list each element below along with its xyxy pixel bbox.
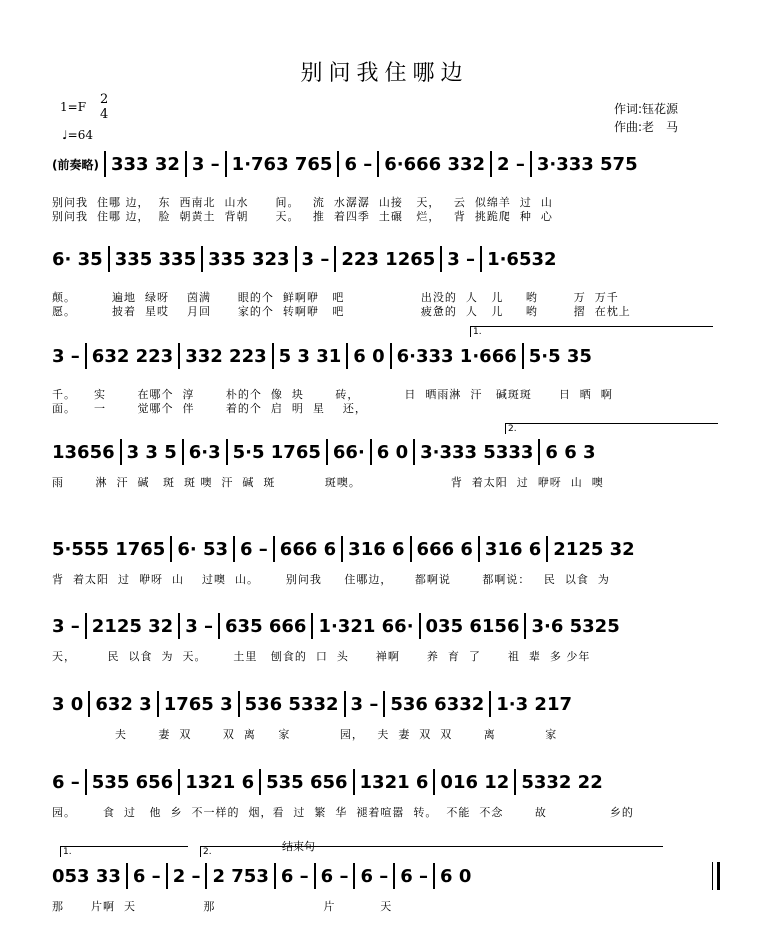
measure: 66· (332, 441, 365, 463)
barline (353, 769, 355, 795)
notation-line (52, 862, 720, 890)
measure: 5·5 1765 (232, 441, 321, 463)
measure: 332 223 (185, 345, 267, 367)
measure: 3 – (191, 153, 220, 175)
measure: 053 33 (52, 865, 121, 887)
measure: 2125 32 (91, 615, 174, 637)
lyricist: 作词:钰花源 (614, 102, 679, 116)
barline (205, 863, 207, 889)
measure: 536 6332 (390, 693, 485, 715)
measure: 6 – (280, 865, 309, 887)
ending-label: 结束句 (282, 840, 315, 853)
barline (413, 439, 415, 465)
composer: 作曲:老 马 (614, 120, 679, 134)
measure: 1·321 66· (318, 615, 414, 637)
measure: 3 – (350, 693, 379, 715)
measure: 2 753 (212, 865, 269, 887)
measure: 6 0 (440, 865, 472, 887)
barline (157, 691, 159, 717)
measure: 6· 35 (52, 248, 103, 270)
measure: 632 223 (91, 345, 174, 367)
score-system (52, 690, 720, 750)
barline (522, 343, 524, 369)
barline (226, 439, 228, 465)
notation-line (52, 535, 720, 563)
barline (120, 439, 122, 465)
volta-2-bracket: 2. (505, 423, 718, 434)
score-system (52, 862, 720, 922)
lyrics-line-1: 背 着太阳 过 咿呀 山 过噢 山。 别问我 住哪边， 都啊说 都啊说： 民 以食 为 (52, 573, 610, 586)
barline (433, 863, 435, 889)
volta-1-bracket: 1. (470, 326, 713, 337)
measure: 6 – (320, 865, 349, 887)
measure: 3·6 5325 (531, 615, 620, 637)
notation-line (52, 438, 720, 466)
barline (178, 769, 180, 795)
measure: 1·6532 (487, 248, 557, 270)
barline (88, 691, 90, 717)
barline (126, 863, 128, 889)
measure: 666 6 (416, 538, 473, 560)
song-title: 别问我住哪边 (300, 61, 469, 86)
notation-line (52, 245, 720, 273)
measure: 5·5 35 (528, 345, 592, 367)
barline (334, 246, 336, 272)
barline (337, 151, 339, 177)
barline (530, 151, 532, 177)
measure: 6 – (52, 771, 80, 793)
barline (538, 439, 540, 465)
measure: 6 – (344, 153, 373, 175)
barline (419, 613, 421, 639)
notation-line (52, 612, 720, 640)
barline (311, 613, 313, 639)
barline (514, 769, 516, 795)
measure: 333 32 (110, 153, 180, 175)
final-barline (712, 862, 720, 890)
lyrics-line-2: 面。 一 觉哪个 伴 着的个 启 明 星 还， (52, 402, 367, 415)
lyrics-line-1: 千。 实 在哪个 淳 朴的个 像 块 砖， 日 晒雨淋 汗 碱斑斑 日 晒 啊 (52, 388, 613, 401)
barline (182, 439, 184, 465)
notation-line (52, 342, 720, 370)
barline (295, 246, 297, 272)
measure: 3 0 (52, 693, 84, 715)
barline (353, 863, 355, 889)
barline (104, 151, 106, 177)
lyrics-line-1: 那 片啊 天 那 片 天 (52, 900, 393, 913)
barline (238, 691, 240, 717)
lyrics-line-1: 天， 民 以食 为 天。 土里 刨食的 口 头 禅啊 养 育 了 祖 辈 多 少年 (52, 650, 591, 663)
measure: 6 0 (353, 345, 385, 367)
barline (166, 863, 168, 889)
barline (480, 246, 482, 272)
barline (185, 151, 187, 177)
barline (85, 769, 87, 795)
tempo-mark: ♩=64 (62, 128, 93, 142)
measure: 5332 22 (521, 771, 603, 793)
barline (201, 246, 203, 272)
lyrics-line-1: 颠。 遍地 绿呀 茵满 眼的个 鲜啊咿 吧 出没的 人 儿 哟 万 万千 (52, 291, 619, 304)
time-signature (100, 92, 108, 122)
barline (346, 343, 348, 369)
measure: 536 5332 (244, 693, 339, 715)
measure: 1321 6 (359, 771, 429, 793)
measure: 2 – (172, 865, 201, 887)
barline (370, 439, 372, 465)
lyrics-line-2: 愿。 披着 星哎 月回 家的个 转啊咿 吧 疲惫的 人 儿 哟 摺 在枕上 (52, 305, 631, 318)
measure: 5·555 1765 (52, 538, 166, 560)
measure: 3 – (52, 345, 80, 367)
barline (314, 863, 316, 889)
volta-2-bracket-final: 2. (200, 846, 663, 857)
barline (478, 536, 480, 562)
barline (377, 151, 379, 177)
barline (390, 343, 392, 369)
measure: 535 656 (266, 771, 348, 793)
barline (546, 536, 548, 562)
lyrics-line-2: 别问我 住哪 边， 脸 朝黄土 背朝 天。 推 着四季 土碾 烂， 背 挑跪爬 种 心 (52, 210, 553, 223)
measure: 3 – (447, 248, 476, 270)
measure: 3 – (301, 248, 330, 270)
barline (85, 613, 87, 639)
measure: 666 6 (279, 538, 337, 560)
measure: 335 335 (114, 248, 197, 270)
lyrics-line-1: 别问我 住哪 边， 东 西南北 山水 间。 流 水潺潺 山接 天， 云 似绵羊 过 山 (52, 196, 553, 209)
measure: 5 3 31 (278, 345, 342, 367)
notation-line (52, 150, 720, 178)
measure: 1765 3 (163, 693, 233, 715)
barline (440, 246, 442, 272)
measure: 316 6 (484, 538, 542, 560)
measure: 635 666 (225, 615, 307, 637)
measure: 016 12 (440, 771, 510, 793)
score-system (52, 342, 720, 415)
measure: 1·3 217 (496, 693, 572, 715)
barline (489, 691, 491, 717)
measure: 035 6156 (425, 615, 520, 637)
barline (85, 343, 87, 369)
lyrics-line-1: 雨 淋 汗 碱 斑 斑 噢 汗 碱 斑 斑噢。 背 着太阳 过 咿呀 山 噢 (52, 476, 604, 489)
measure: (前奏略) (52, 157, 99, 172)
score-system (52, 768, 720, 828)
score-system (52, 438, 720, 498)
barline (178, 613, 180, 639)
measure: 3 3 5 (126, 441, 177, 463)
barline (178, 343, 180, 369)
barline (410, 536, 412, 562)
credits (614, 100, 678, 136)
measure: 6·3 (188, 441, 221, 463)
time-numerator: 2 (100, 92, 109, 107)
volta-1-bracket-final: 1. (60, 846, 188, 857)
barline (341, 536, 343, 562)
measure: 3·333 575 (536, 153, 638, 175)
measure: 3 – (52, 615, 80, 637)
measure: 535 656 (91, 771, 174, 793)
score-system (52, 245, 720, 318)
barline (273, 536, 275, 562)
barline (170, 536, 172, 562)
barline (393, 863, 395, 889)
notation-line (52, 768, 720, 796)
measure: 335 323 (208, 248, 290, 270)
measure: 1321 6 (185, 771, 255, 793)
barline (225, 151, 227, 177)
barline (524, 613, 526, 639)
barline (326, 439, 328, 465)
measure: 6 0 (376, 441, 409, 463)
barline (218, 613, 220, 639)
measure: 2 – (497, 153, 525, 175)
measure: 6 – (240, 538, 268, 560)
measure: 3 – (185, 615, 214, 637)
barline (344, 691, 346, 717)
measure: 6·666 332 (384, 153, 486, 175)
measure: 6 – (132, 865, 161, 887)
barline (490, 151, 492, 177)
lyrics-line-1: 夫 妻 双 双 离 家 园， 夫 妻 双 双 离 家 (52, 728, 558, 741)
measure: 316 6 (348, 538, 405, 560)
barline (233, 536, 235, 562)
key-label: 1=F (60, 100, 87, 114)
barline (274, 863, 276, 889)
barline (433, 769, 435, 795)
measure: 6·333 1·666 (396, 345, 517, 367)
measure: 6 – (360, 865, 389, 887)
measure: 6· 53 (177, 538, 228, 560)
measure: 2125 32 (553, 538, 635, 560)
barline (272, 343, 274, 369)
measure: 1·763 765 (231, 153, 333, 175)
barline (259, 769, 261, 795)
barline (383, 691, 385, 717)
score-system (52, 150, 720, 223)
notation-line (52, 690, 720, 718)
measure: 632 3 (95, 693, 152, 715)
measure: 6 6 3 (545, 441, 596, 463)
measure: 13656 (52, 441, 115, 463)
score-system (52, 612, 720, 672)
lyrics-line-1: 园。 食 过 他 乡 不一样的 烟，看 过 繁 华 褪着喧嚣 转。 不能 不念 故 乡的 (52, 806, 634, 819)
measure: 223 1265 (341, 248, 436, 270)
time-denominator: 4 (100, 107, 109, 122)
measure: 6 – (400, 865, 429, 887)
score-system (52, 535, 720, 595)
measure: 3·333 5333 (420, 441, 534, 463)
barline (108, 246, 110, 272)
